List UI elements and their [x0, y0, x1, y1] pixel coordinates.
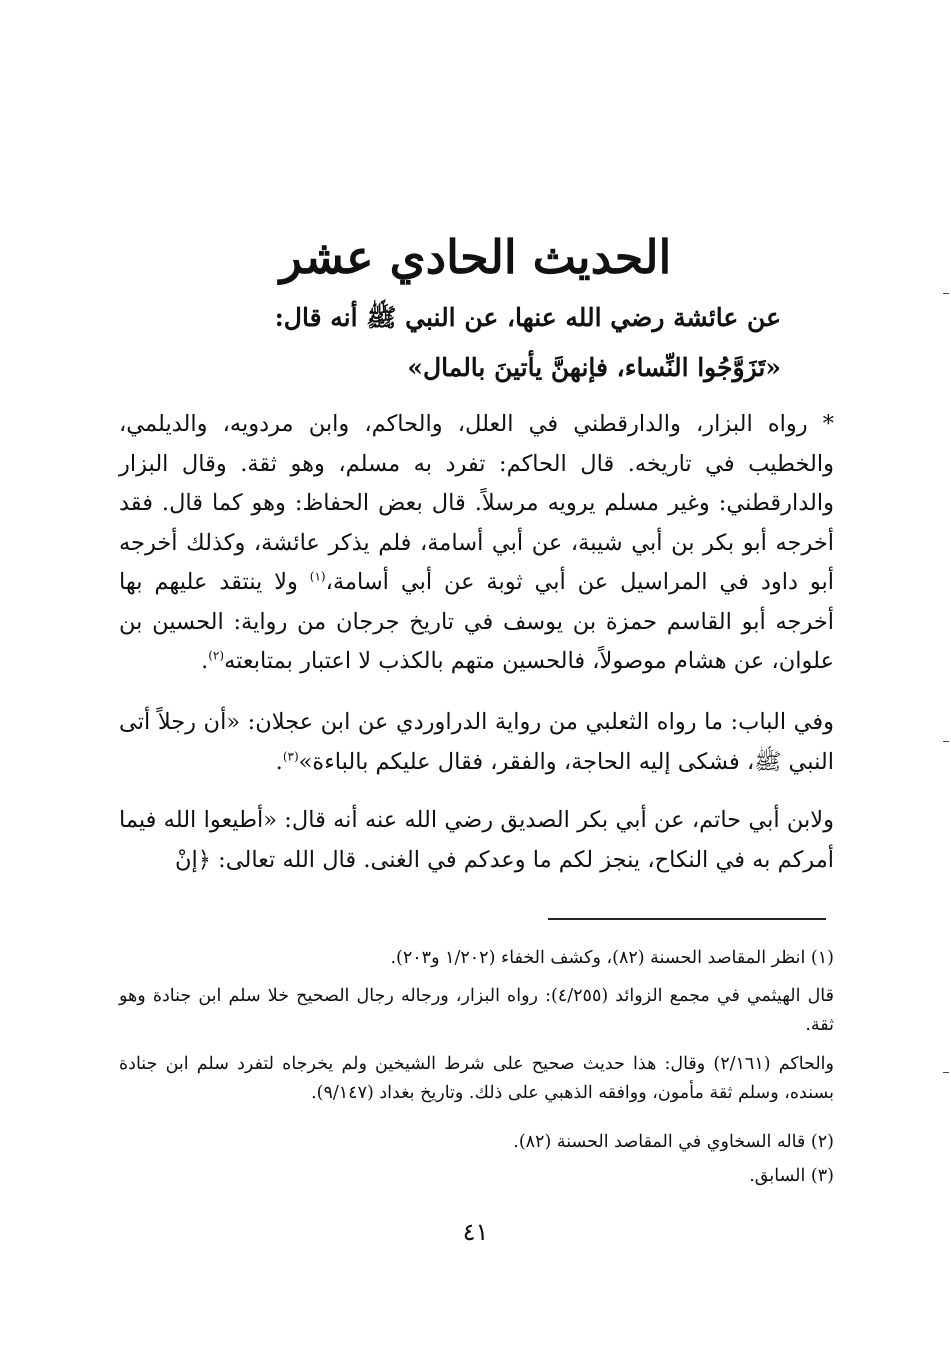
commentary-paragraph-1 — [119, 405, 834, 682]
commentary-text: * رواه البزار، والدارقطني في العلل، والحاكم، وابن مردويه، والديلمي، والخطيب في تاريخه. قال الحاكم: تفرد به مسلم، وهو ثقة. وقال البزار والدارقطني: وغير مسلم يرويه مرسلاً. قال بعض الحفاظ: وهو كما قال. فقد أخرجه أبو بكر بن أبي شيبة، عن أبي أسامة، فلم يذكر عائشة، وكذلك أخرجه أبو داود في المراسيل عن أبي ثوبة عن أبي أسامة، — [119, 411, 834, 595]
commentary-text: . — [275, 748, 283, 775]
scan-edge-mark — [943, 293, 949, 294]
footnote-ref-1: (١) — [309, 569, 326, 584]
footnote-ref-2: (٢) — [208, 648, 225, 663]
page-number: ٤١ — [462, 1218, 489, 1246]
scan-edge-mark — [943, 741, 949, 742]
footnote-1: (١) انظر المقاصد الحسنة (٨٢)، وكشف الخفاء (١/٢٠٢ و٢٠٣). — [390, 948, 834, 968]
commentary-text: وفي الباب: ما رواه الثعلبي من رواية الدراوردي عن ابن عجلان: «أن رجلاً أتى النبي ﷺ، فشكى إليه الحاجة، والفقر، فقال عليكم بالباءة» — [119, 709, 834, 775]
footnote-1-continued: قال الهيثمي في مجمع الزوائد (٤/٢٥٥): رواه البزار، ورجاله رجال الصحيح خلا سلم ابن جنادة وهو ثقة. — [119, 986, 834, 1035]
hadith-isnad-line: عن عائشة رضي الله عنها، عن النبي ﷺ أنه قال: — [274, 303, 781, 332]
chapter-title: الحديث الحادي عشر — [279, 230, 672, 284]
footnote-3: (٣) السابق. — [749, 1166, 834, 1186]
hadith-text: «تَزَوَّجُوا النِّساء، فإنهنَّ يأتينَ بالمال» — [407, 353, 781, 382]
footnote-separator — [548, 918, 826, 920]
footnote-ref-3: (٣) — [282, 749, 299, 763]
commentary-paragraph-2 — [119, 703, 834, 782]
commentary-text: ولا ينتقد عليهم بها أخرجه أبو القاسم حمزة بن يوسف في تاريخ جرجان من رواية: الحسين بن علوان، عن هشام موصولاً، فالحسين متهم بالكذب لا اعتبار بمتابعته — [119, 569, 834, 674]
footnote-2: (٢) قاله السخاوي في المقاصد الحسنة (٨٢). — [513, 1132, 834, 1152]
commentary-text: . — [201, 648, 209, 674]
footnote-1-continued-2: والحاكم (٢/١٦١) وقال: هذا حديث صحيح على شرط الشيخين ولم يخرجاه لتفرد سلم ابن جنادة بسنده، وسلم ثقة مأمون، ووافقه الذهبي على ذلك. وتاريخ بغداد (٩/١٤٧). — [119, 1054, 834, 1103]
scan-edge-mark — [943, 1072, 949, 1073]
commentary-paragraph-3: ولابن أبي حاتم، عن أبي بكر الصديق رضي الله عنه أنه قال: «أطيعوا الله فيما أمركم به في النكاح، ينجز لكم ما وعدكم في الغنى. قال الله تعالى: ﴿إنْ — [119, 807, 834, 873]
